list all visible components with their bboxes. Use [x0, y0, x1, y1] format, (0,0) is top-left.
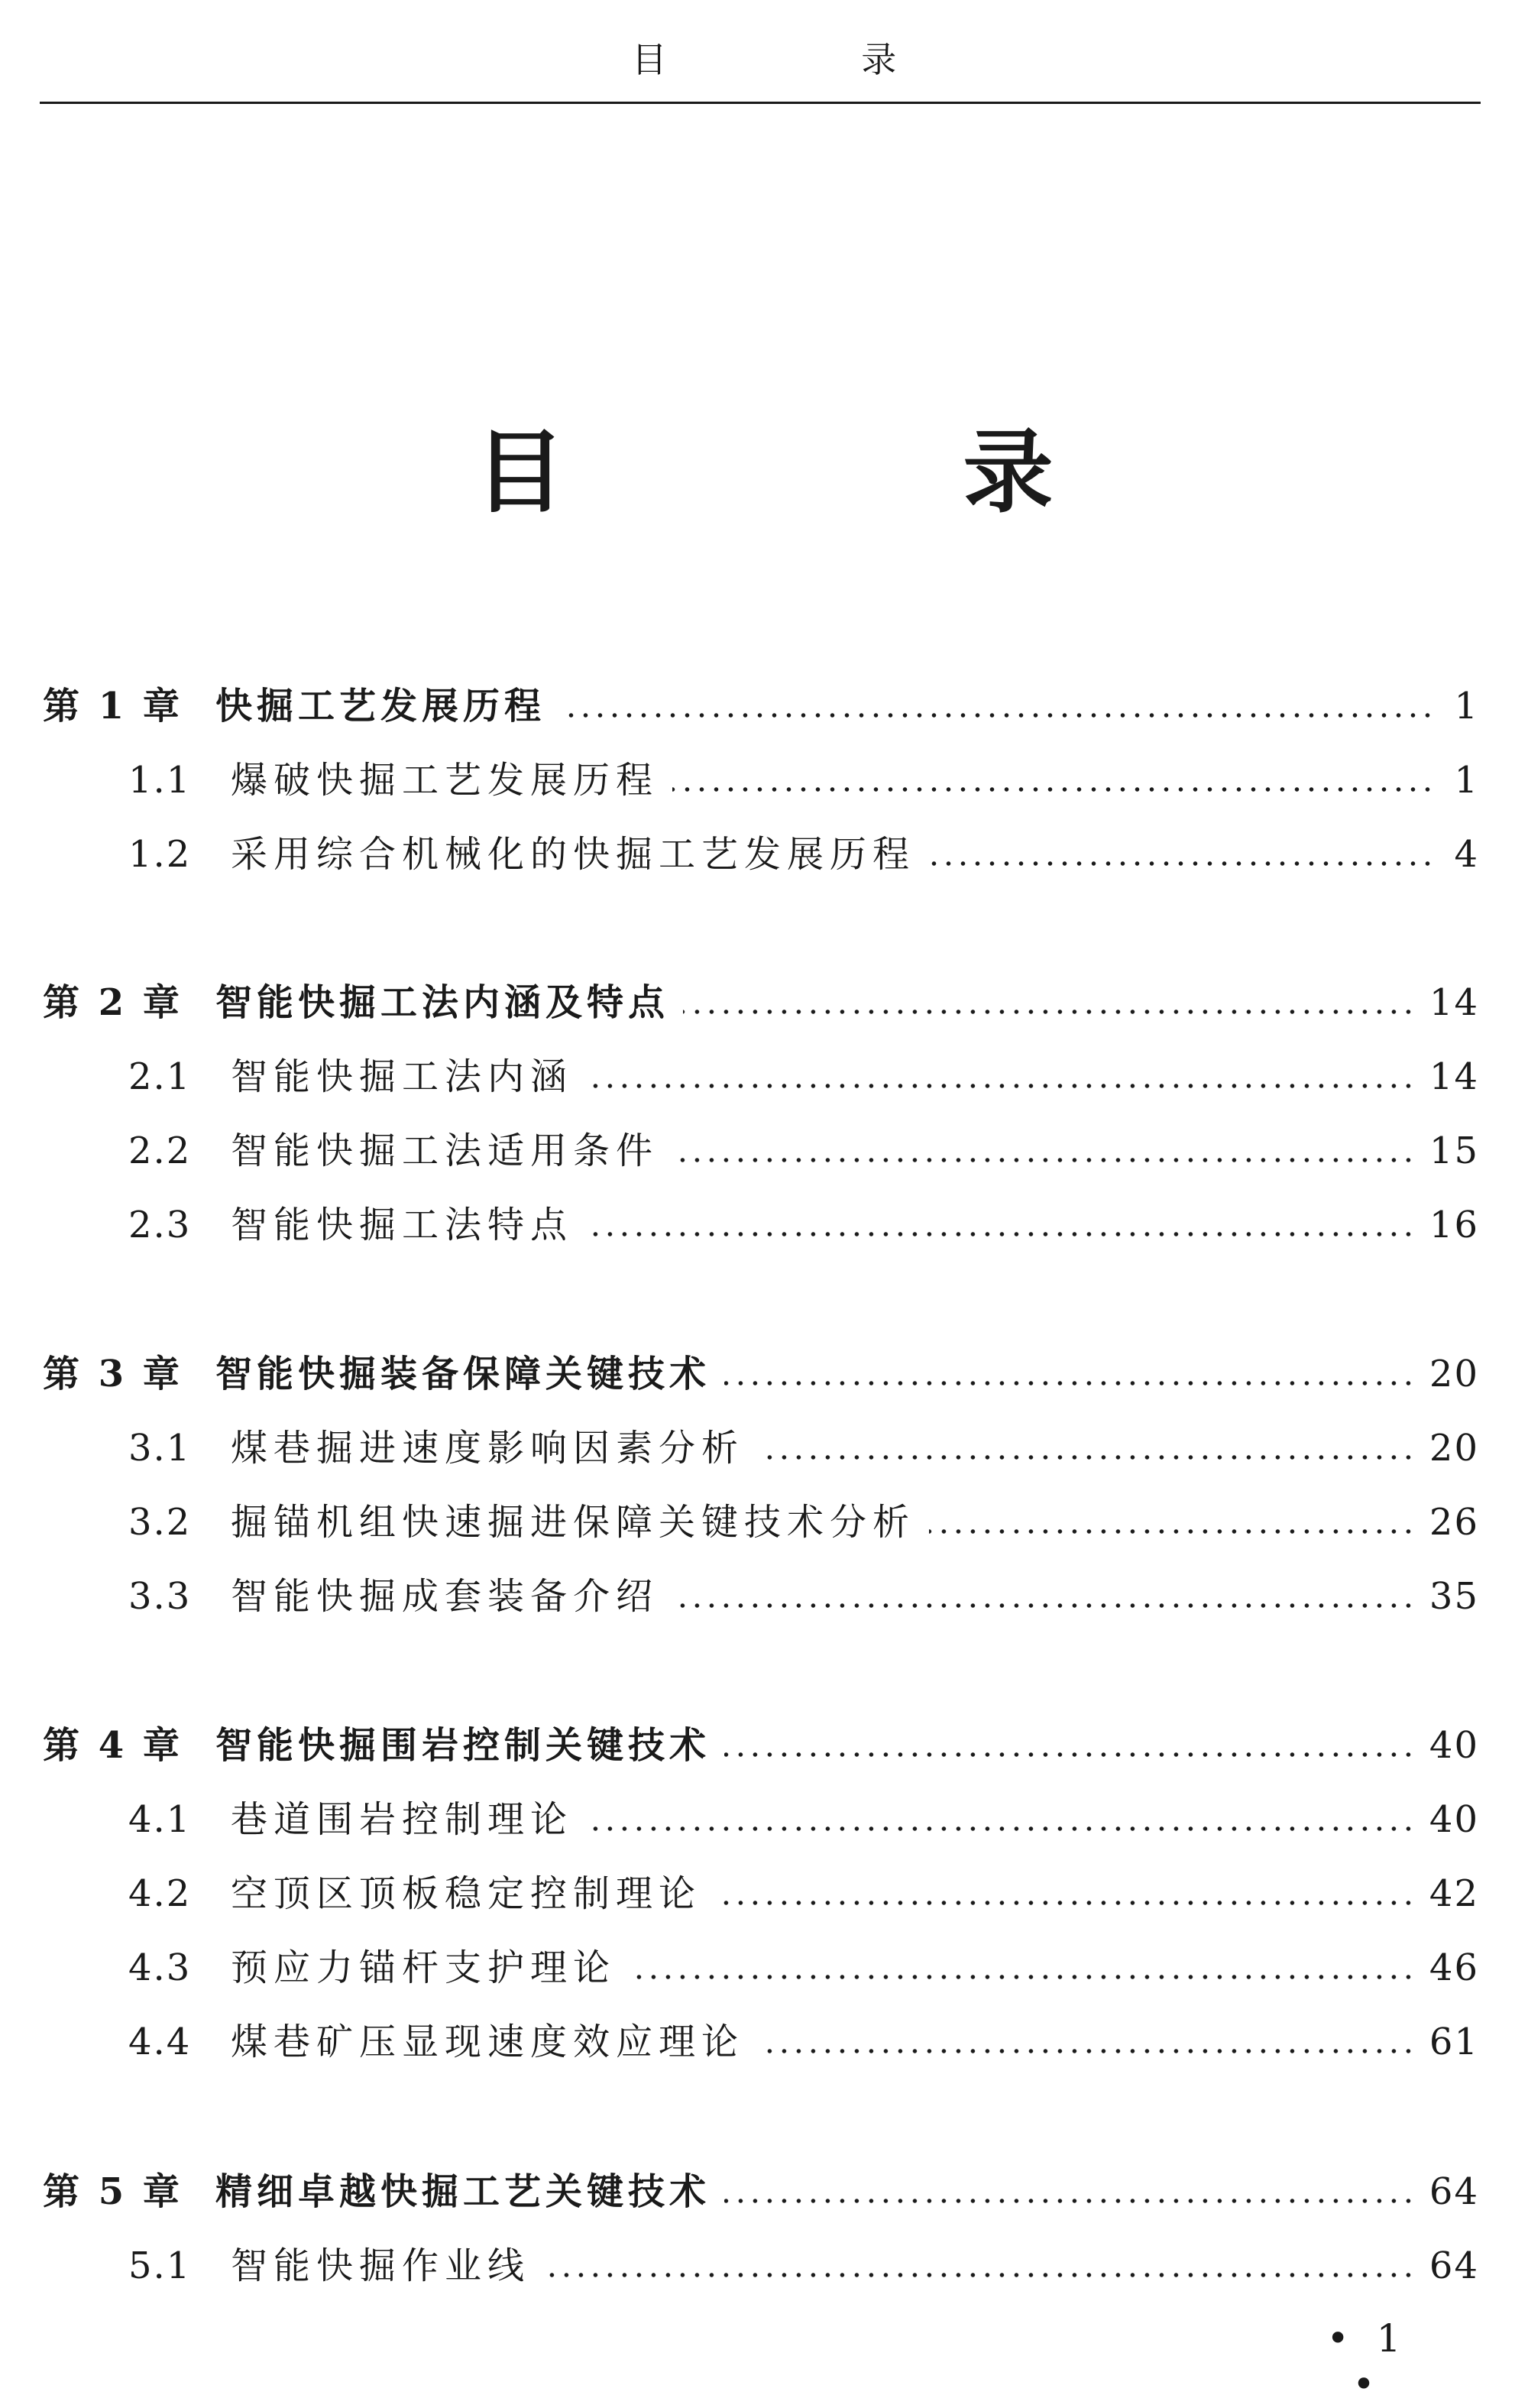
toc-section-3-3[interactable]	[43, 1569, 1479, 1624]
toc-page: 64	[1429, 2170, 1479, 2213]
toc-section-3-2[interactable]	[43, 1495, 1479, 1550]
toc-number: 2.2	[128, 1129, 192, 1172]
toc-title: 巷道围岩控制理论	[231, 1798, 574, 1841]
toc-number: 第 4 章	[43, 1724, 183, 1767]
toc-leader	[724, 1752, 1416, 1758]
toc-leader	[724, 2198, 1416, 2204]
toc-title: 智能快掘工法内涵	[231, 1055, 574, 1098]
toc-number: 第 5 章	[43, 2170, 183, 2213]
toc-chapter-5[interactable]	[43, 2164, 1479, 2219]
toc-leader	[672, 1603, 1416, 1609]
toc-page: 20	[1429, 1353, 1479, 1395]
toc-leader	[929, 1528, 1416, 1535]
toc-page: 40	[1429, 1724, 1479, 1767]
toc-section-4-2[interactable]	[43, 1866, 1479, 1921]
toc-title: 掘锚机组快速掘进保障关键技术分析	[231, 1501, 916, 1544]
toc-page: 16	[1429, 1204, 1479, 1246]
toc-page: 1	[1454, 759, 1479, 802]
toc-title: 煤巷矿压显现速度效应理论	[231, 2021, 745, 2063]
toc-leader	[715, 1900, 1416, 1906]
toc-title: 智能快掘工法内涵及特点	[215, 981, 670, 1024]
toc-section-5-1[interactable]	[43, 2238, 1479, 2293]
toc-title: 空顶区顶板稳定控制理论	[231, 1872, 702, 1915]
toc-number: 3.1	[128, 1427, 192, 1470]
toc-section-1-1[interactable]	[43, 753, 1479, 808]
toc-section-4-3[interactable]	[43, 1940, 1479, 1995]
toc-title: 智能快掘装备保障关键技术	[215, 1353, 711, 1395]
toc-leader	[544, 2272, 1416, 2278]
toc-number: 4.2	[128, 1872, 192, 1915]
toc-leader	[559, 712, 1435, 718]
toc-leader	[758, 1454, 1416, 1460]
header-divider	[40, 102, 1481, 104]
toc-number: 4.3	[128, 1946, 192, 1989]
toc-leader	[587, 1826, 1416, 1832]
toc-leader	[672, 786, 1435, 792]
toc-chapter-4[interactable]	[43, 1718, 1479, 1773]
running-header: 目 录	[631, 39, 989, 80]
toc-leader	[587, 1083, 1416, 1089]
toc-section-3-1[interactable]	[43, 1421, 1479, 1476]
toc-page: 14	[1429, 981, 1479, 1024]
toc-page: 26	[1429, 1501, 1479, 1544]
toc-page: 14	[1429, 1055, 1479, 1098]
toc-title: 快掘工艺发展历程	[215, 685, 546, 728]
toc-title: 采用综合机械化的快掘工艺发展历程	[231, 833, 916, 876]
toc-number: 2.1	[128, 1055, 192, 1098]
toc-title: 智能快掘成套装备介绍	[231, 1575, 659, 1618]
toc-title: 煤巷掘进速度影响因素分析	[231, 1427, 745, 1470]
toc-number: 4.1	[128, 1798, 192, 1841]
toc-title: 爆破快掘工艺发展历程	[231, 759, 659, 802]
toc-page: 42	[1429, 1872, 1479, 1915]
toc-chapter-3[interactable]	[43, 1347, 1479, 1402]
toc-section-1-2[interactable]	[43, 827, 1479, 882]
toc-leader	[672, 1157, 1416, 1163]
toc-section-2-3[interactable]	[43, 1198, 1479, 1253]
toc-number: 第 2 章	[43, 981, 183, 1024]
toc-page: 35	[1429, 1575, 1479, 1618]
toc-number: 3.3	[128, 1575, 192, 1618]
toc-title: 智能快掘围岩控制关键技术	[215, 1724, 711, 1767]
toc-number: 第 1 章	[43, 685, 183, 728]
page-number: • 1 •	[1326, 2316, 1409, 2406]
toc-page: 4	[1454, 833, 1479, 876]
toc-page: 20	[1429, 1427, 1479, 1470]
toc-title: 精细卓越快掘工艺关键技术	[215, 2170, 711, 2213]
toc-title: 预应力锚杆支护理论	[231, 1946, 617, 1989]
toc-section-2-1[interactable]	[43, 1049, 1479, 1104]
toc-chapter-1[interactable]	[43, 679, 1479, 734]
page-title: 目 录	[474, 420, 1237, 525]
toc-section-4-1[interactable]	[43, 1792, 1479, 1847]
toc-chapter-2[interactable]	[43, 975, 1479, 1030]
toc-leader	[929, 860, 1435, 867]
toc-title: 智能快掘作业线	[231, 2244, 531, 2287]
toc-leader	[630, 1974, 1416, 1980]
toc-title: 智能快掘工法特点	[231, 1204, 574, 1246]
toc-number: 2.3	[128, 1204, 192, 1246]
toc-leader	[587, 1231, 1416, 1237]
toc-number: 3.2	[128, 1501, 192, 1544]
toc-page: 15	[1429, 1129, 1479, 1172]
toc-number: 第 3 章	[43, 1353, 183, 1395]
toc-title: 智能快掘工法适用条件	[231, 1129, 659, 1172]
toc-leader	[758, 2048, 1416, 2054]
toc-number: 5.1	[128, 2244, 192, 2287]
toc-section-2-2[interactable]	[43, 1123, 1479, 1178]
toc-page: 40	[1429, 1798, 1479, 1841]
toc-number: 1.1	[128, 759, 192, 802]
toc-page: 61	[1429, 2021, 1479, 2063]
toc-number: 4.4	[128, 2021, 192, 2063]
toc-page: 46	[1429, 1946, 1479, 1989]
toc-leader	[724, 1380, 1416, 1386]
toc-section-4-4[interactable]	[43, 2014, 1479, 2069]
toc-leader	[683, 1009, 1416, 1015]
toc-number: 1.2	[128, 833, 192, 876]
toc-page: 64	[1429, 2244, 1479, 2287]
toc-page: 1	[1454, 685, 1479, 728]
